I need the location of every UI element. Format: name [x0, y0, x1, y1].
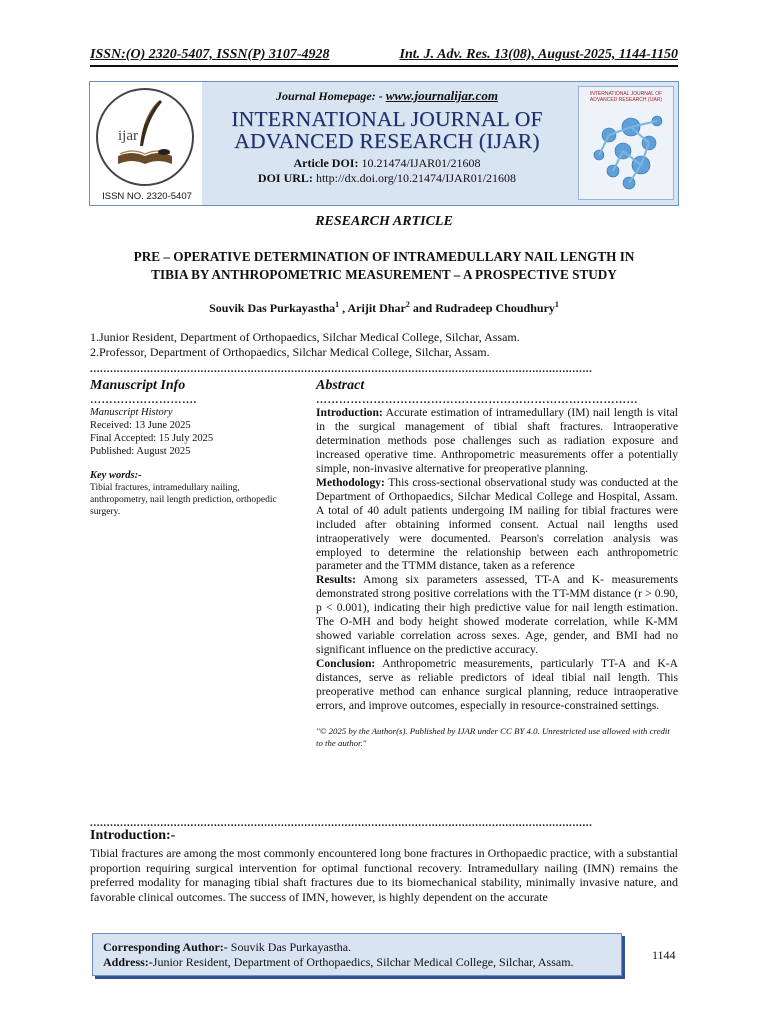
dotted-divider: ...................................................................................................................................................... [90, 818, 593, 828]
logo-text: ijar [118, 128, 138, 144]
abstract-body [316, 406, 678, 713]
affiliation-2: 2.Professor, Department of Orthopaedics, Silchar Medical College, Silchar, Assam. [90, 345, 490, 359]
abstract-intro-label: Introduction: [316, 406, 383, 419]
affiliation-1: 1.Junior Resident, Department of Orthopaedics, Silchar Medical College, Silchar, Assam. [90, 330, 520, 344]
received-date: Received: 13 June 2025 [90, 420, 191, 431]
manuscript-history [90, 406, 280, 458]
abstract-conclusion-text: Anthropometric measurements, particularly TT-A and K-A distances, serve as reliable predictors of ideal tibial nail length. This preoperative method can enhance surgical planning, reduce intraoperative errors, and improve outcomes, especially in resource-constrained settings. [316, 657, 678, 713]
author-separator: , [339, 301, 348, 315]
abstract-results-text: Among six parameters assessed, TT-A and K- measurements demonstrated strong positive correlations with the TT-MM distance (r > 0.90, p < 0.001), indicating their high predictive value for nail length estimation. The O-MH and body height showed moderate correlation, while K-MM showed variable correlation across sexes. Age, gender, and BMI had no significant influence on the predictive accuracy. [316, 573, 678, 657]
accepted-date: Final Accepted: 15 July 2025 [90, 433, 214, 444]
molecule-icon [579, 87, 674, 200]
author-affil-mark: 1 [554, 300, 559, 309]
logo-issn: ISSN NO. 2320-5407 [102, 191, 192, 202]
published-date: Published: August 2025 [90, 446, 191, 457]
abstract [316, 378, 678, 749]
journal-title-line1: INTERNATIONAL JOURNAL OF [231, 107, 543, 131]
quill-book-icon [98, 90, 192, 184]
homepage-label: Journal Homepage: - [276, 89, 386, 103]
author-name: Souvik Das Purkayastha [209, 301, 336, 315]
ijar-logo [96, 88, 194, 186]
dotted-divider: ...................................................................................................................................................... [90, 364, 593, 374]
journal-title-line2: ADVANCED RESEARCH (IJAR) [234, 129, 540, 153]
homepage-link[interactable]: www.journalijar.com [385, 88, 498, 103]
doi-label: Article DOI: [293, 156, 359, 170]
keywords-text: Tibial fractures, intramedullary nailing, anthropometry, nail length prediction, orthopedic surgery. [90, 483, 277, 517]
corresponding-author-box [92, 933, 622, 976]
paper-title-line1: PRE – OPERATIVE DETERMINATION OF INTRAMEDULLARY NAIL LENGTH IN [133, 249, 635, 264]
journal-cover-image [578, 86, 674, 200]
citation-line: Int. J. Adv. Res. 13(08), August-2025, 1144-1150 [399, 47, 678, 62]
author-name: Arijit Dhar [347, 301, 406, 315]
banner-center [204, 88, 570, 186]
doi-url-label: DOI URL: [257, 171, 313, 185]
doi-value: 10.21474/IJAR01/21608 [361, 156, 481, 170]
abstract-results-label: Results: [316, 573, 356, 587]
cover-title: INTERNATIONAL JOURNAL OF ADVANCED RESEARCH (IJAR) [589, 91, 663, 103]
author-list [90, 300, 678, 316]
doi-block [204, 156, 570, 186]
address-label: Address:- [103, 955, 153, 969]
corresponding-name: Souvik Das Purkayastha. [227, 940, 352, 954]
keywords-block [90, 470, 280, 518]
abstract-intro-text: Accurate estimation of intramedullary (IM) nail length is vital in the surgical management of tibial shaft fractures. Intraoperative determination methods pose challenges such as radiation exposure and increased operative time. Anthropometric measurements offer a potentially simple, non-invasive alternative for preoperative planning. [316, 406, 678, 475]
doi-url-link[interactable]: http://dx.doi.org/10.21474/IJAR01/21608 [315, 171, 517, 185]
manuscript-info [90, 378, 280, 518]
introduction-heading: Introduction:- [90, 828, 176, 843]
address-text: Junior Resident, Department of Orthopaedics, Silchar Medical College, Silchar, Assam. [152, 955, 574, 969]
journal-title [204, 108, 570, 152]
keywords-label: Key words:- [90, 470, 142, 481]
history-label: Manuscript History [90, 407, 173, 418]
page-number: 1144 [652, 948, 676, 962]
abstract-method-text: This cross-sectional observational study was conducted at the Department of Orthopaedics, Silchar Medical College and Hospital, Assam. A total of 40 adult patients undergoing IM nailing for tibial fractures were included after obtaining informed consent. Actual nail lengths used intraoperatively were documented. Pearson's correlation analysis was employed to determine the relationship between each anthropometric parameter and the TTMM distance, taken as a reference [316, 475, 678, 573]
paper-title [90, 248, 678, 284]
issn-line: ISSN:(O) 2320-5407, ISSN(P) 3107-4928 [90, 47, 330, 62]
paper-title-line2: TIBIA BY ANTHROPOMETRIC MEASUREMENT – A PROSPECTIVE STUDY [151, 267, 617, 282]
running-header [90, 47, 678, 67]
corresponding-label: Corresponding Author:- [103, 940, 228, 954]
introduction-text: Tibial fractures are among the most commonly encountered long bone fractures in Orthopaedic practice, with a substantial proportion requiring surgical intervention for optimal functional recovery. Intramedullary nailing (IMN) remains the preferred modality for managing tibial shaft fractures due to its biomechanical stability, minimally invasive nature, and favorable clinical outcomes. The success of IMN, however, is highly dependent on the accurate [90, 846, 678, 904]
manuscript-info-heading: Manuscript Info [90, 378, 186, 393]
abstract-heading: Abstract [316, 378, 365, 393]
author-affil-mark: 2 [405, 300, 410, 309]
author-affil-mark: 1 [335, 300, 340, 309]
dotted-divider: ………………………………………………………………………… [316, 394, 638, 406]
abstract-conclusion-label: Conclusion: [316, 657, 376, 671]
copyright-notice: "© 2025 by the Author(s). Published by IJAR under CC BY 4.0. Unrestricted use allowed with credit to the author." [316, 725, 670, 748]
journal-homepage [204, 88, 570, 104]
dotted-divider: ………………………. [90, 394, 197, 406]
abstract-method-label: Methodology: [316, 475, 385, 489]
author-separator: and [409, 301, 436, 315]
article-type: RESEARCH ARTICLE [315, 214, 453, 229]
author-name: Rudradeep Choudhury [435, 301, 555, 315]
